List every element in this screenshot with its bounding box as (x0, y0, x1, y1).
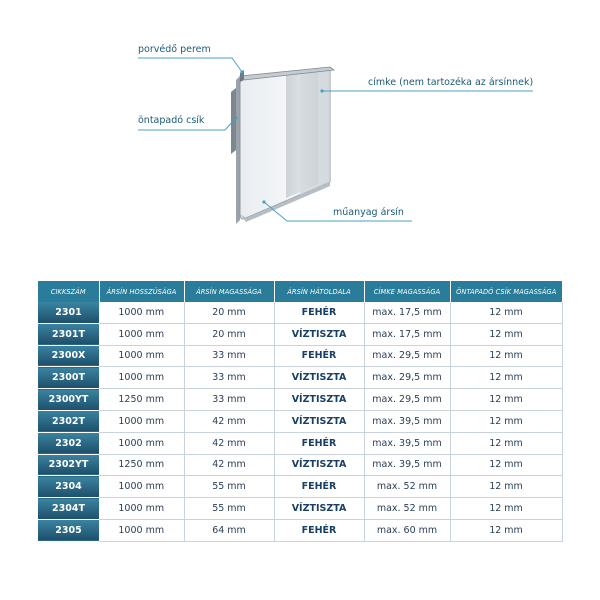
product-code-cell: 2301 (38, 302, 99, 323)
product-illustration (0, 0, 600, 250)
rail-length-cell: 1000 mm (99, 519, 184, 541)
rail-back-cell: VÍZTISZTA (274, 389, 364, 411)
rail-length-cell: 1000 mm (99, 345, 184, 367)
callout-label-lip: porvédő perem (138, 44, 211, 55)
table-row (38, 454, 562, 476)
adhesive-height-cell: 12 mm (450, 432, 562, 454)
table-row (38, 389, 562, 411)
rail-height-cell: 55 mm (184, 498, 274, 520)
adhesive-height-cell: 12 mm (450, 367, 562, 389)
rail-back-cell: FEHÉR (274, 302, 364, 323)
table-row (38, 367, 562, 389)
adhesive-height-cell: 12 mm (450, 410, 562, 432)
callout-label-rail: műanyag ársín (333, 207, 404, 218)
rail-height-cell: 33 mm (184, 367, 274, 389)
table-body (38, 302, 562, 541)
adhesive-height-cell: 12 mm (450, 519, 562, 541)
price-rail-drawing (0, 0, 600, 250)
rail-height-cell: 20 mm (184, 302, 274, 323)
label-height-cell: max. 39,5 mm (364, 454, 450, 476)
table-row (38, 410, 562, 432)
product-code-cell: 2302YT (38, 454, 99, 476)
rail-length-cell: 1000 mm (99, 302, 184, 323)
callout-label-label: címke (nem tartozéka az ársínnek) (368, 77, 534, 88)
label-height-cell: max. 39,5 mm (364, 410, 450, 432)
adhesive-height-cell: 12 mm (450, 323, 562, 345)
product-code-cell: 2304T (38, 498, 99, 520)
rail-height-cell: 64 mm (184, 519, 274, 541)
rail-back-cell: VÍZTISZTA (274, 323, 364, 345)
rail-height-cell: 42 mm (184, 454, 274, 476)
table-row (38, 476, 562, 498)
label-height-cell: max. 39,5 mm (364, 432, 450, 454)
table-row (38, 302, 562, 323)
rail-length-cell: 1000 mm (99, 498, 184, 520)
rail-body-shape (240, 70, 330, 222)
adhesive-height-cell: 12 mm (450, 454, 562, 476)
table-row (38, 323, 562, 345)
rail-length-cell: 1250 mm (99, 454, 184, 476)
label-height-cell: max. 52 mm (364, 476, 450, 498)
column-header: CIKKSZÁM (38, 281, 99, 302)
rail-back-cell: FEHÉR (274, 519, 364, 541)
table-row (38, 432, 562, 454)
label-height-cell: max. 29,5 mm (364, 345, 450, 367)
rail-height-cell: 42 mm (184, 410, 274, 432)
rail-length-cell: 1000 mm (99, 432, 184, 454)
product-code-cell: 2300X (38, 345, 99, 367)
table-header-row (38, 281, 562, 302)
product-code-cell: 2301T (38, 323, 99, 345)
rail-height-cell: 33 mm (184, 389, 274, 411)
product-code-cell: 2305 (38, 519, 99, 541)
column-header: ÁRSÍN HOSSZÚSÁGA (99, 281, 184, 302)
label-height-cell: max. 29,5 mm (364, 389, 450, 411)
rail-length-cell: 1000 mm (99, 323, 184, 345)
adhesive-height-cell: 12 mm (450, 302, 562, 323)
column-header: CÍMKE MAGASSÁGA (364, 281, 450, 302)
rail-length-cell: 1250 mm (99, 389, 184, 411)
label-height-cell: max. 17,5 mm (364, 302, 450, 323)
rail-back-cell: VÍZTISZTA (274, 498, 364, 520)
rail-back-cell: VÍZTISZTA (274, 454, 364, 476)
adhesive-height-cell: 12 mm (450, 498, 562, 520)
adhesive-strip-shape (231, 76, 240, 224)
column-header: ÁRSÍN HÁTOLDALA (274, 281, 364, 302)
rail-length-cell: 1000 mm (99, 367, 184, 389)
rail-back-cell: FEHÉR (274, 432, 364, 454)
product-code-cell: 2300YT (38, 389, 99, 411)
product-code-cell: 2302T (38, 410, 99, 432)
adhesive-height-cell: 12 mm (450, 345, 562, 367)
spec-table (38, 281, 563, 542)
rail-back-cell: VÍZTISZTA (274, 367, 364, 389)
rail-length-cell: 1000 mm (99, 476, 184, 498)
rail-length-cell: 1000 mm (99, 410, 184, 432)
label-height-cell: max. 52 mm (364, 498, 450, 520)
label-height-cell: max. 29,5 mm (364, 367, 450, 389)
label-height-cell: max. 17,5 mm (364, 323, 450, 345)
rail-height-cell: 42 mm (184, 432, 274, 454)
product-code-cell: 2300T (38, 367, 99, 389)
adhesive-height-cell: 12 mm (450, 389, 562, 411)
adhesive-height-cell: 12 mm (450, 476, 562, 498)
callout-line-lip (138, 58, 242, 72)
rail-back-cell: FEHÉR (274, 345, 364, 367)
product-code-cell: 2302 (38, 432, 99, 454)
table-row (38, 519, 562, 541)
label-height-cell: max. 60 mm (364, 519, 450, 541)
table-row (38, 498, 562, 520)
rail-height-cell: 55 mm (184, 476, 274, 498)
rail-back-cell: VÍZTISZTA (274, 410, 364, 432)
column-header: ÖNTAPADÓ CSÍK MAGASSÁGA (450, 281, 562, 302)
table-row (38, 345, 562, 367)
rail-height-cell: 33 mm (184, 345, 274, 367)
callout-label-adhesive: öntapadó csík (138, 115, 205, 126)
rail-back-cell: FEHÉR (274, 476, 364, 498)
rail-height-cell: 20 mm (184, 323, 274, 345)
product-code-cell: 2304 (38, 476, 99, 498)
column-header: ÁRSÍN MAGASSÁGA (184, 281, 274, 302)
